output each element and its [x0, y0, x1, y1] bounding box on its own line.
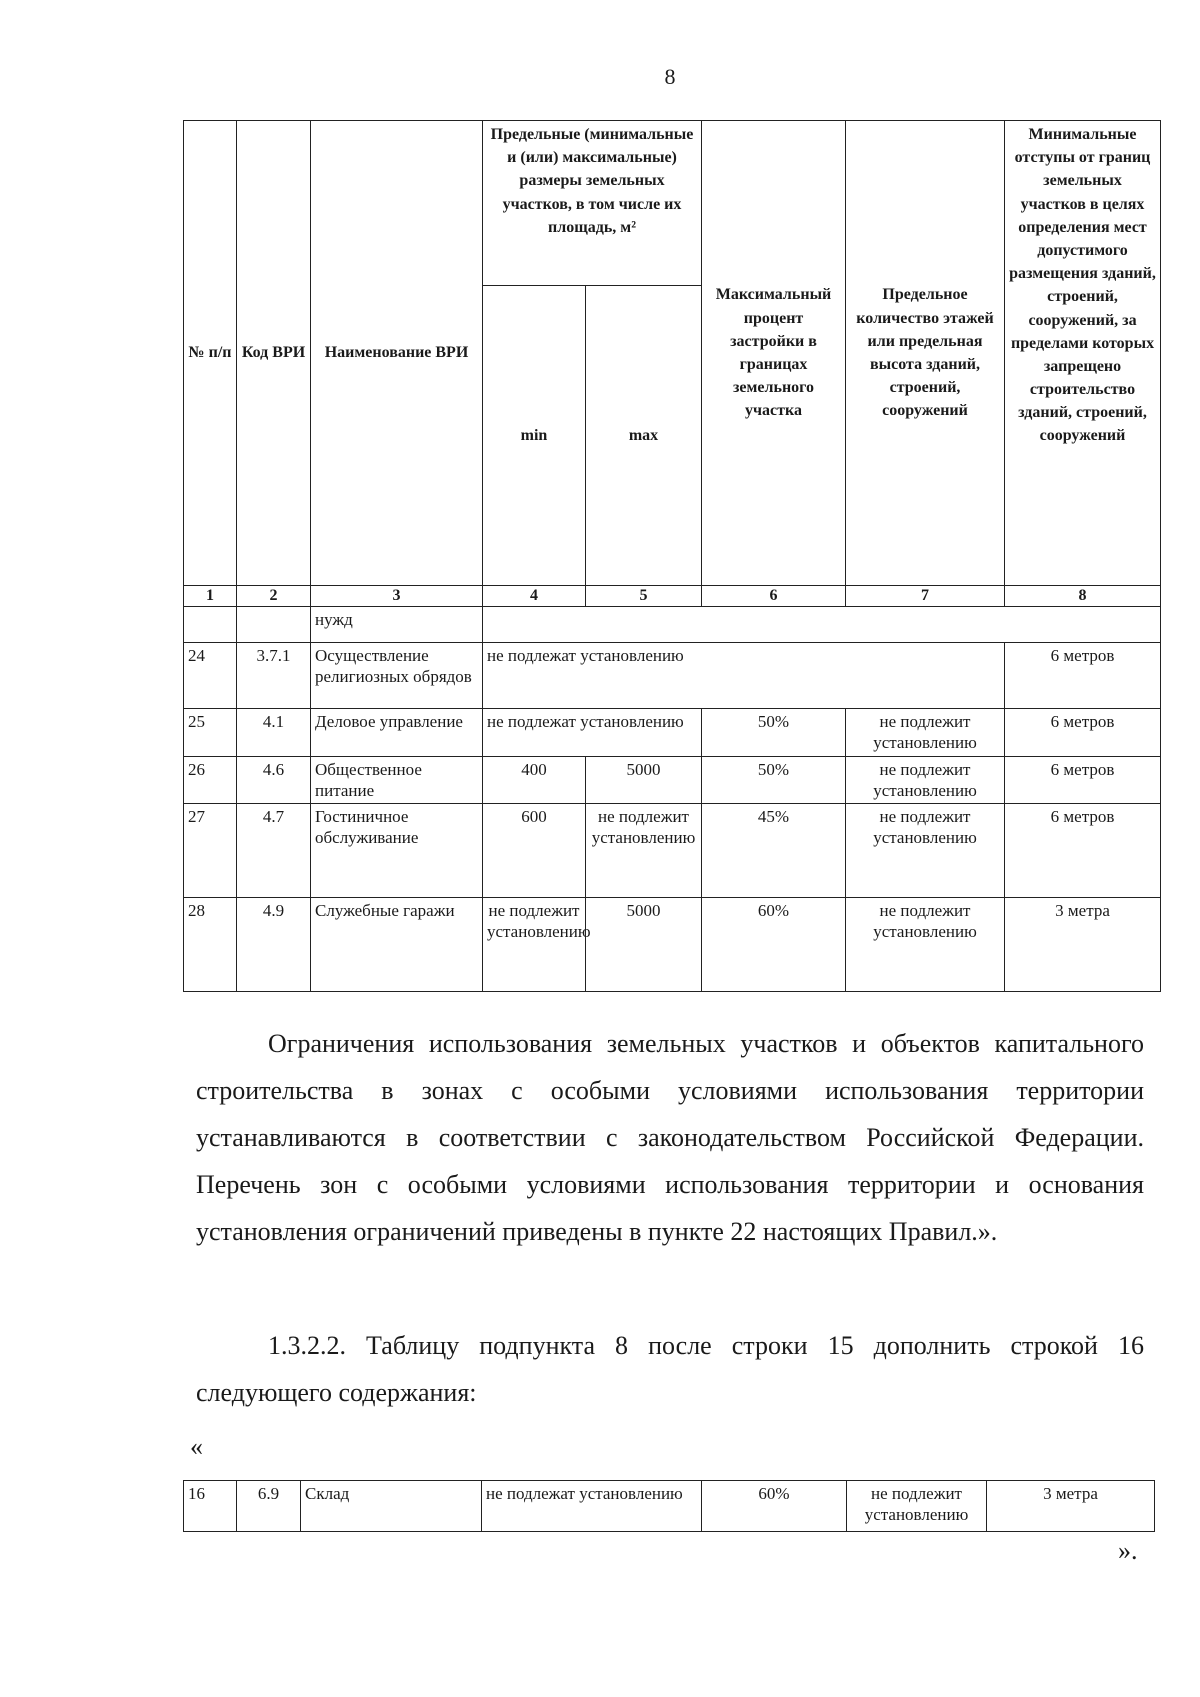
row-code: 4.1	[237, 709, 311, 757]
row-merged-value: не подлежат установлению	[483, 643, 1005, 709]
row-setback: 6 метров	[1005, 709, 1161, 757]
row-size: не подлежат установлению	[482, 1481, 702, 1532]
row-num: 24	[184, 643, 237, 709]
row-code: 4.6	[237, 756, 311, 804]
header-max: max	[586, 286, 702, 586]
row-percent: 45%	[702, 804, 846, 898]
row-setback: 6 метров	[1005, 756, 1161, 804]
quote-open: «	[190, 1432, 203, 1461]
table-row	[184, 804, 1161, 898]
column-number: 3	[311, 586, 483, 607]
row-min: 400	[483, 756, 586, 804]
table-row	[184, 1481, 1155, 1532]
row-setback: 3 метра	[987, 1481, 1155, 1532]
page-number: 8	[664, 64, 676, 89]
header-setbacks: Минимальные отступы от границ земельных участков в целях определения мест допустимого размещения зданий, строений, сооружений, за пределами которых запрещено строительство зданий, строений, сооружений	[1005, 121, 1161, 586]
row-setback: 6 метров	[1005, 643, 1161, 709]
row-max: 5000	[586, 756, 702, 804]
row-min: 600	[483, 804, 586, 898]
zoning-table	[183, 120, 1161, 992]
column-numbers-row	[184, 586, 1161, 607]
row-name: Общественное питание	[311, 756, 483, 804]
column-number: 5	[586, 586, 702, 607]
row-num: 16	[184, 1481, 237, 1532]
header-floors: Предельное количество этажей или предельная высота зданий, строений, сооружений	[846, 121, 1005, 586]
row-setback: 6 метров	[1005, 804, 1161, 898]
row-code: 4.9	[237, 898, 311, 992]
row-floors: не подлежит установлению	[846, 804, 1005, 898]
row-setback: 3 метра	[1005, 898, 1161, 992]
row-floors: не подлежит установлению	[846, 709, 1005, 757]
row-min: не подлежит установлению	[483, 898, 586, 992]
row-floors: не подлежит установлению	[846, 898, 1005, 992]
continuation-cell: нужд	[311, 607, 483, 643]
row-num: 27	[184, 804, 237, 898]
header-num: № п/п	[184, 121, 237, 586]
header-name: Наименование ВРИ	[311, 121, 483, 586]
row-num: 26	[184, 756, 237, 804]
row-percent: 60%	[702, 898, 846, 992]
row-percent: 50%	[702, 709, 846, 757]
table-row	[184, 607, 1161, 643]
table-row	[184, 643, 1161, 709]
column-number: 4	[483, 586, 586, 607]
added-row-table	[183, 1480, 1155, 1532]
column-number: 8	[1005, 586, 1161, 607]
row-floors: не подлежит установлению	[847, 1481, 987, 1532]
row-code: 3.7.1	[237, 643, 311, 709]
row-max: 5000	[586, 898, 702, 992]
row-code: 6.9	[237, 1481, 301, 1532]
row-name: Служебные гаражи	[311, 898, 483, 992]
row-name: Склад	[301, 1481, 482, 1532]
header-code: Код ВРИ	[237, 121, 311, 586]
amendment-paragraph: 1.3.2.2. Таблицу подпункта 8 после строки 15 дополнить строкой 16 следующего содержания:	[196, 1331, 1144, 1407]
row-percent: 50%	[702, 756, 846, 804]
column-number: 6	[702, 586, 846, 607]
row-max: не подлежит установлению	[586, 804, 702, 898]
row-percent: 60%	[702, 1481, 847, 1532]
row-size: не подлежат установлению	[483, 709, 702, 757]
table-row	[184, 709, 1161, 757]
row-num: 25	[184, 709, 237, 757]
row-code: 4.7	[237, 804, 311, 898]
row-name: Деловое управление	[311, 709, 483, 757]
row-num: 28	[184, 898, 237, 992]
row-name: Гостиничное обслуживание	[311, 804, 483, 898]
quote-close: ».	[1118, 1536, 1138, 1565]
header-min: min	[483, 286, 586, 586]
row-name: Осуществление религиозных обрядов	[311, 643, 483, 709]
column-number: 1	[184, 586, 237, 607]
header-plot-sizes: Предельные (минимальные и (или) максимальные) размеры земельных участков, в том числе их площадь, м²	[483, 121, 702, 286]
table-row	[184, 898, 1161, 992]
table-row	[184, 756, 1161, 804]
restrictions-paragraph: Ограничения использования земельных участков и объектов капитального строительства в зонах с особыми условиями использования территории устанавливаются в соответствии с законодательством Российской Федерации. Перечень зон с особыми условиями использования территории и основания установления ограничений приведены в пункте 22 настоящих Правил.».	[196, 1029, 1144, 1246]
header-max-percent: Максимальный процент застройки в границах земельного участка	[702, 121, 846, 586]
column-number: 2	[237, 586, 311, 607]
column-number: 7	[846, 586, 1005, 607]
row-floors: не подлежит установлению	[846, 756, 1005, 804]
